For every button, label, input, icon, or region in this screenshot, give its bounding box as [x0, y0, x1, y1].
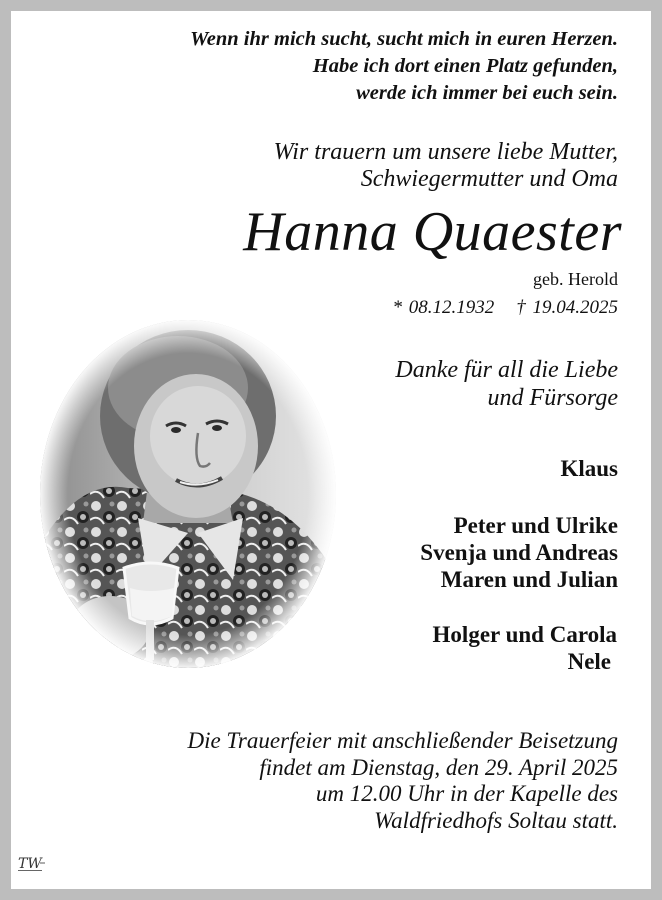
- mourner-name: Svenja und Andreas: [420, 540, 618, 565]
- svg-text:TW: TW: [18, 856, 42, 872]
- intro-line-2: Schwiegermutter und Oma: [360, 166, 618, 192]
- death-date: † 19.04.2025: [516, 297, 618, 318]
- family-group-2: [420, 512, 618, 593]
- life-dates: [393, 296, 619, 320]
- thanks-line-1: Danke für all die Liebe: [395, 357, 618, 383]
- intro-text: [274, 139, 618, 193]
- motto: [190, 26, 618, 107]
- mourner-name: Nele: [567, 649, 611, 674]
- thanks-line-2: und Fürsorge: [487, 385, 618, 411]
- thanks-text: [395, 356, 618, 412]
- service-line-1: Die Trauerfeier mit anschließender Beisetzung: [187, 728, 618, 753]
- publisher-logo-icon: [16, 853, 46, 873]
- motto-line-3: werde ich immer bei euch sein.: [356, 82, 618, 104]
- motto-line-1: Wenn ihr mich sucht, sucht mich in euren Herzen.: [190, 28, 618, 50]
- intro-line-1: Wir trauern um unsere liebe Mutter,: [273, 139, 618, 165]
- family-group-1: [560, 455, 618, 482]
- portrait-photo: [38, 318, 338, 670]
- service-line-4: Waldfriedhofs Soltau statt.: [374, 807, 618, 833]
- birth-date: * 08.12.1932: [392, 297, 495, 318]
- funeral-service-info: [187, 728, 618, 834]
- mourner-name: Klaus: [560, 456, 618, 481]
- service-line-2: findet am Dienstag, den 29. April 2025: [259, 754, 618, 780]
- mourner-name: Maren und Julian: [440, 567, 618, 592]
- family-group-3: [433, 621, 617, 675]
- birth-name: geb. Herold: [533, 269, 618, 289]
- deceased-name: Hanna Quaester: [243, 201, 622, 263]
- service-line-3: um 12.00 Uhr in der Kapelle des: [315, 781, 618, 806]
- mourner-name: Holger und Carola: [432, 622, 617, 647]
- motto-line-2: Habe ich dort einen Platz gefunden,: [312, 55, 618, 77]
- mourner-name: Peter und Ulrike: [453, 513, 618, 538]
